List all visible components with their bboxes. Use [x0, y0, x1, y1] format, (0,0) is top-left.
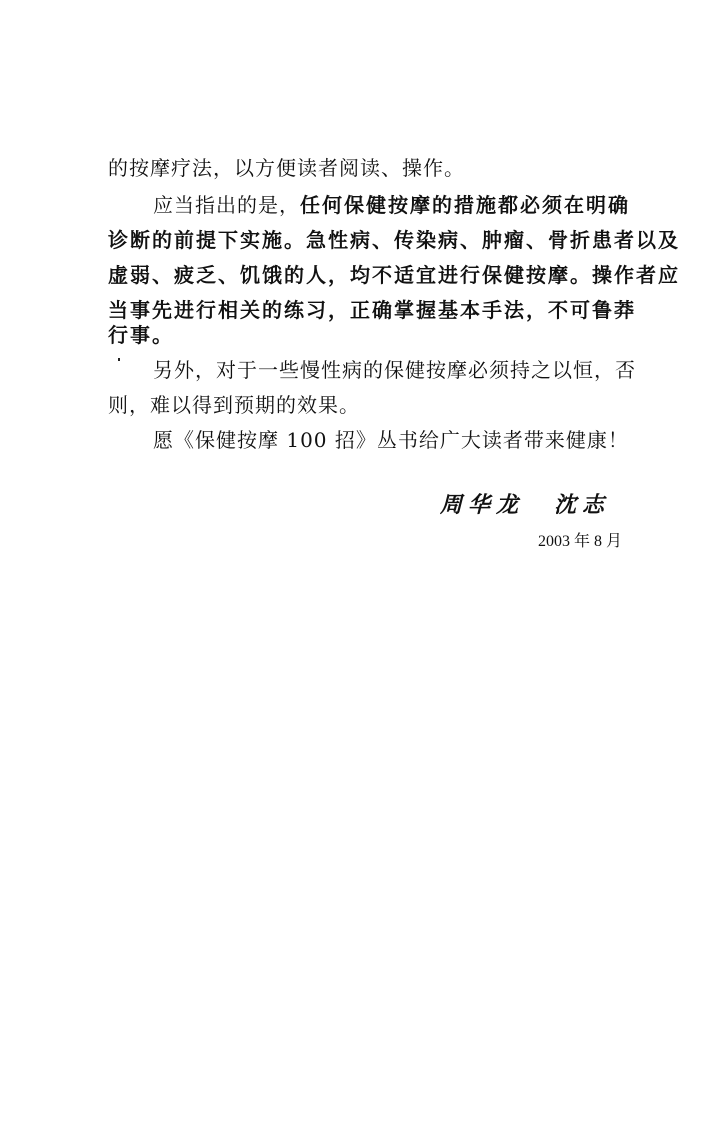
- paragraph-2-line-1-regular: 应当指出的是，: [153, 193, 300, 217]
- paragraph-1-line-1: 的按摩疗法，以方便读者阅读、操作。: [108, 156, 465, 180]
- signature-date: 2003 年 8 月: [538, 533, 623, 550]
- paragraph-2-line-4: 当事先进行相关的练习，正确掌握基本手法，不可鲁莽: [108, 298, 636, 322]
- stray-mark: [118, 358, 120, 361]
- paragraph-2-line-2: 诊断的前提下实施。急性病、传染病、肿瘤、骨折患者以及: [108, 228, 680, 252]
- paragraph-2-line-1: [153, 190, 668, 220]
- paragraph-3-line-1: 另外，对于一些慢性病的保健按摩必须持之以恒，否: [153, 358, 636, 382]
- paragraph-4-line-1: 愿《保健按摩 100 招》丛书给广大读者带来健康！: [153, 428, 629, 452]
- paragraph-3-line-2: 则，难以得到预期的效果。: [108, 393, 360, 417]
- signature-block: [440, 488, 610, 519]
- signature-author-1: 周华龙: [440, 492, 525, 518]
- signature-author-2: 沈志: [554, 492, 611, 518]
- paragraph-2-line-5: 行事。: [108, 323, 174, 347]
- paragraph-2-line-3: 虚弱、疲乏、饥饿的人，均不适宜进行保健按摩。操作者应: [108, 263, 680, 287]
- paragraph-2-line-1-bold: 任何保健按摩的措施都必须在明确: [300, 193, 630, 217]
